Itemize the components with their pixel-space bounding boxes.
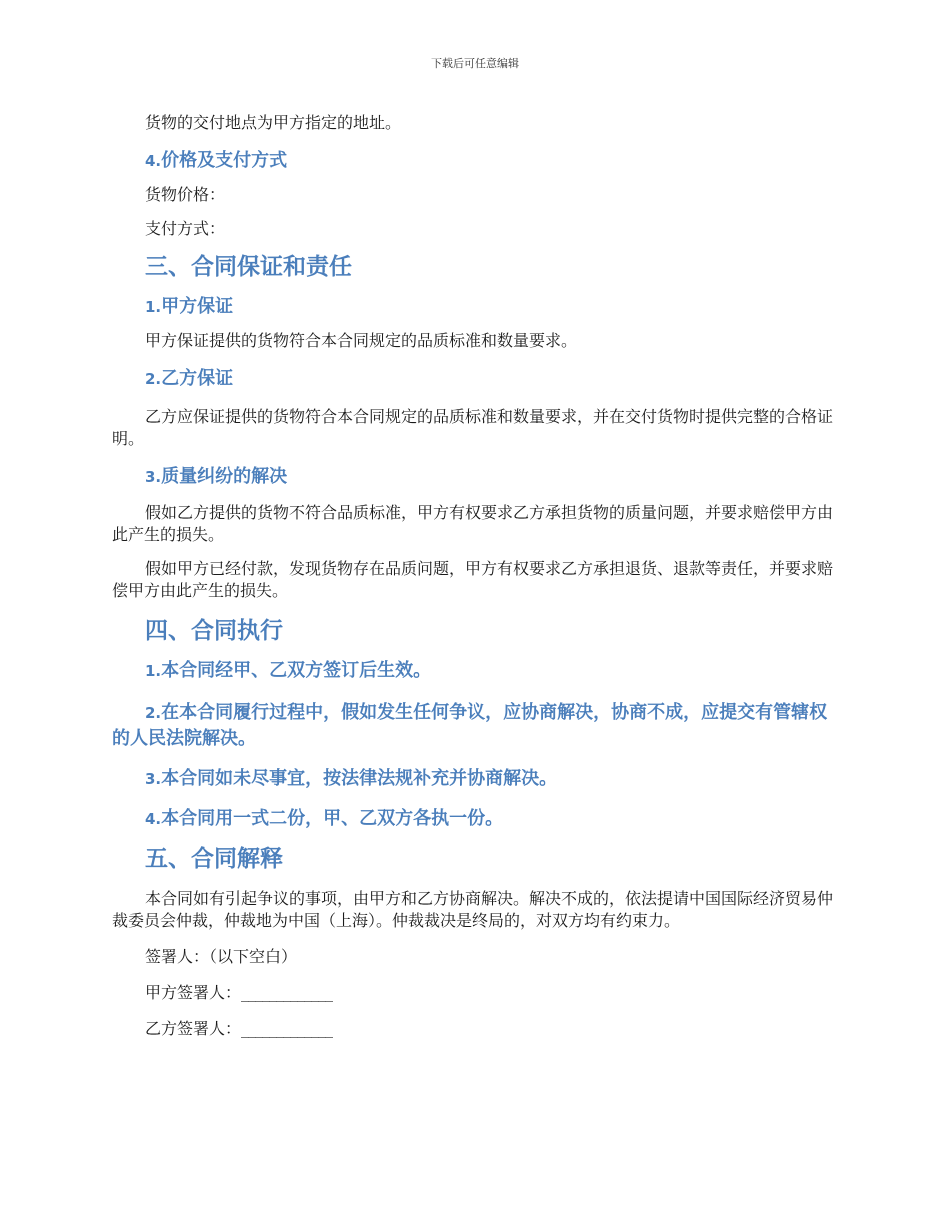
heading-execution-1: [112, 658, 837, 684]
paragraph-signatories: 签署人：（以下空白）: [145, 947, 298, 966]
heading-party-a-guarantee: [112, 294, 837, 320]
heading-text: 价格及支付方式: [161, 150, 288, 171]
heading-quality-dispute: [112, 464, 837, 490]
paragraph-quality-dispute-2: 假如甲方已经付款，发现货物存在品质问题，甲方有权要求乙方承担退货、退款等责任，并要求赔偿甲方由此产生的损失。: [112, 559, 834, 600]
paragraph-delivery: 货物的交付地点为甲方指定的地址。: [145, 113, 402, 132]
heading-number: 1.: [145, 298, 162, 316]
signature-blank: _____________: [241, 983, 333, 1002]
heading-number: 4.: [145, 152, 162, 170]
heading-text: 本合同经甲、乙双方签订后生效。: [161, 660, 432, 681]
heading-number: 3.: [145, 770, 162, 788]
section-heading-5: 五、合同解释: [145, 846, 283, 872]
heading-party-b-guarantee: [112, 366, 837, 392]
heading-execution-4: [112, 806, 837, 832]
heading-text: 质量纠纷的解决: [161, 466, 288, 487]
heading-number: 2.: [145, 370, 162, 388]
paragraph-payment: 支付方式：: [145, 219, 226, 238]
heading-text: 本合同用一式二份，甲、乙双方各执一份。: [161, 808, 504, 829]
heading-execution-3: [112, 766, 837, 792]
paragraph-price: 货物价格：: [145, 185, 226, 204]
signature-label: 甲方签署人：: [145, 983, 242, 1002]
heading-text: 在本合同履行过程中，假如发生任何争议，应协商解决，协商不成，应提交有管辖权的人民法院解决。: [112, 702, 828, 749]
paragraph-party-a-guarantee: 甲方保证提供的货物符合本合同规定的品质标准和数量要求。: [145, 331, 578, 350]
heading-price-payment: [112, 148, 837, 174]
heading-number: 4.: [145, 810, 162, 828]
heading-text: 乙方保证: [161, 368, 234, 389]
signature-label: 乙方签署人：: [145, 1019, 242, 1038]
heading-number: 1.: [145, 662, 162, 680]
paragraph-quality-dispute-1: 假如乙方提供的货物不符合品质标准，甲方有权要求乙方承担货物的质量问题，并要求赔偿甲方由此产生的损失。: [112, 503, 834, 544]
heading-text: 本合同如未尽事宜，按法律法规补充并协商解决。: [161, 768, 558, 789]
paragraph-interpretation: 本合同如有引起争议的事项，由甲方和乙方协商解决。解决不成的，依法提请中国国际经济贸易仲裁委员会仲裁，仲裁地为中国（上海）。仲裁裁决是终局的，对双方均有约束力。: [112, 889, 834, 930]
section-heading-4: 四、合同执行: [145, 618, 283, 644]
heading-text: 甲方保证: [161, 296, 234, 317]
heading-number: 3.: [145, 468, 162, 486]
signature-line-party-b: [112, 1018, 837, 1040]
signature-line-party-a: [112, 982, 837, 1004]
page-header: 下载后可任意编辑: [431, 57, 519, 70]
heading-execution-2: [112, 700, 837, 752]
heading-number: 2.: [145, 704, 162, 722]
section-heading-3: 三、合同保证和责任: [145, 254, 352, 280]
signature-blank: _____________: [241, 1019, 333, 1038]
document-body: [112, 110, 837, 1040]
paragraph-party-b-guarantee: 乙方应保证提供的货物符合本合同规定的品质标准和数量要求，并在交付货物时提供完整的合格证明。: [112, 407, 834, 448]
